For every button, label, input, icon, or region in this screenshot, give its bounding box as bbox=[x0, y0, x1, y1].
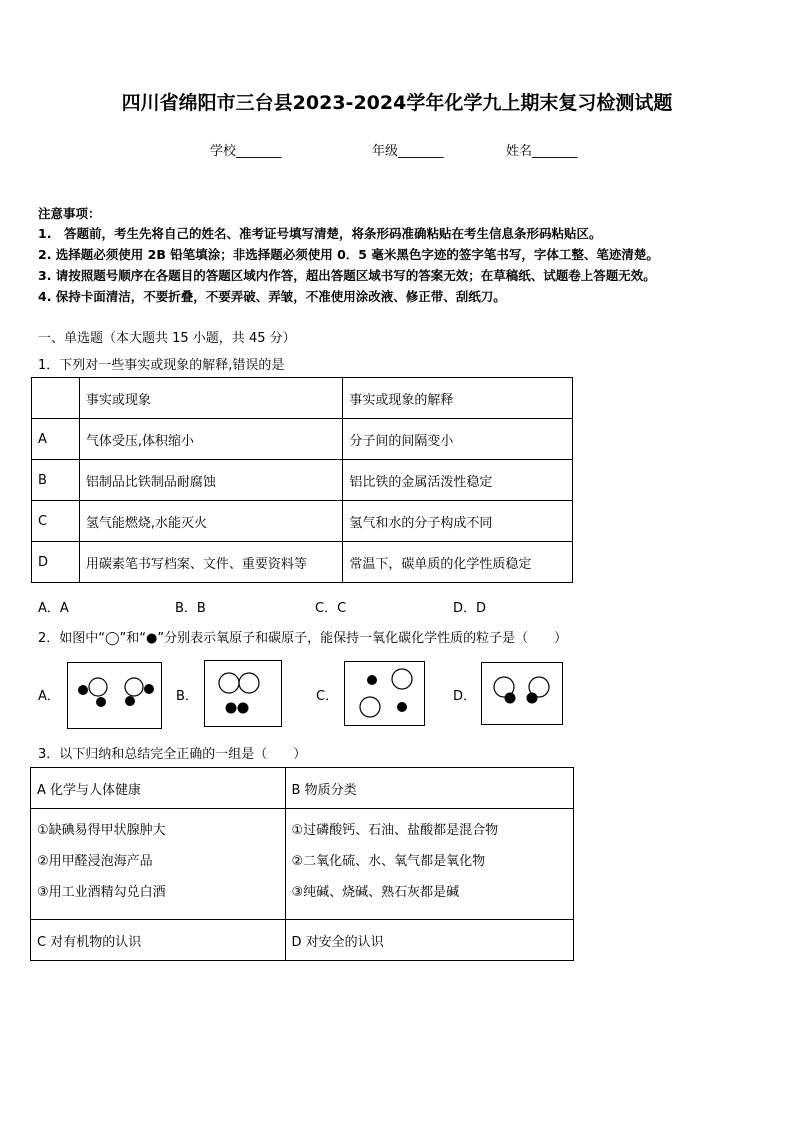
table-cell: 用碳素笔书写档案、文件、重要资料等 bbox=[79, 542, 342, 583]
q1-option-d[interactable]: D．D bbox=[453, 601, 487, 616]
q2-option-c-label[interactable]: C． bbox=[316, 689, 339, 704]
note-item: 2. 选择题必须使用 2B 铅笔填涂；非选择题必须使用 0．5 毫米黑色字迹的签字笔书写，字体工整、笔迹清楚。 bbox=[38, 247, 659, 262]
question-2-stem: 2．如图中“◯”和“●”分别表示氧原子和碳原子，能保持一氧化碳化学性质的粒子是（ ） bbox=[38, 631, 568, 646]
molecule-diagram-c bbox=[345, 662, 424, 725]
section-heading: 一、单选题（本大题共 15 小题，共 45 分） bbox=[38, 331, 296, 346]
name-field: 姓名_______ bbox=[506, 144, 578, 159]
list-item: ③纯碱、烧碱、熟石灰都是碱 bbox=[291, 885, 460, 900]
table-cell: 氢气能燃烧,水能灭火 bbox=[79, 501, 342, 542]
molecule-diagram-b bbox=[205, 661, 281, 726]
table-row bbox=[32, 460, 573, 501]
table-cell: A bbox=[32, 419, 80, 460]
table-row bbox=[31, 768, 574, 809]
option-a-items bbox=[31, 809, 286, 920]
note-item: 4. 保持卡面清洁，不要折叠，不要弄破、弄皱，不准使用涂改液、修正带、刮纸刀。 bbox=[38, 289, 506, 304]
table-row bbox=[32, 542, 573, 583]
question-1-stem: 1．下列对一些事实或现象的解释,错误的是 bbox=[38, 358, 285, 373]
q2-option-b-label[interactable]: B． bbox=[176, 689, 198, 704]
school-field: 学校_______ bbox=[210, 144, 282, 159]
table-cell: C bbox=[32, 501, 80, 542]
table-cell: D bbox=[32, 542, 80, 583]
table-row bbox=[32, 419, 573, 460]
list-item: ②用甲醛浸泡海产品 bbox=[37, 854, 153, 869]
q2-option-a-label[interactable]: A． bbox=[38, 689, 60, 704]
page-title: 四川省绵阳市三台县2023-2024学年化学九上期末复习检测试题 bbox=[121, 92, 673, 114]
note-item: 3. 请按照题号顺序在各题目的答题区域内作答，超出答题区域书写的答案无效；在草稿纸、试题卷上答题无效。 bbox=[38, 268, 656, 283]
q2-option-d-label[interactable]: D． bbox=[453, 689, 477, 704]
option-c-heading: C 对有机物的认识 bbox=[31, 920, 286, 961]
molecule-diagram-a bbox=[68, 663, 161, 728]
table-cell: 铝制品比铁制品耐腐蚀 bbox=[79, 460, 342, 501]
table-cell: 常温下，碳单质的化学性质稳定 bbox=[343, 542, 573, 583]
q1-option-c[interactable]: C．C bbox=[315, 601, 347, 616]
table-row bbox=[32, 378, 573, 419]
q2-option-b-diagram[interactable] bbox=[204, 660, 282, 727]
option-b-items bbox=[285, 809, 573, 920]
list-item: ①过磷酸钙、石油、盐酸都是混合物 bbox=[291, 823, 499, 838]
table-cell: 分子间的间隔变小 bbox=[343, 419, 573, 460]
table-cell: 铝比铁的金属活泼性稳定 bbox=[343, 460, 573, 501]
option-b-heading: B 物质分类 bbox=[285, 768, 573, 809]
table-cell: B bbox=[32, 460, 80, 501]
q1-option-b[interactable]: B．B bbox=[175, 601, 206, 616]
option-a-heading: A 化学与人体健康 bbox=[31, 768, 286, 809]
list-item: ③用工业酒精勾兑白酒 bbox=[37, 885, 166, 900]
table-row bbox=[31, 920, 574, 961]
question-3-table bbox=[30, 767, 574, 961]
table-cell: 氢气和水的分子构成不同 bbox=[343, 501, 573, 542]
molecule-diagram-d bbox=[482, 663, 562, 724]
q2-option-c-diagram[interactable] bbox=[344, 661, 425, 726]
table-row bbox=[31, 809, 574, 920]
q2-option-d-diagram[interactable] bbox=[481, 662, 563, 725]
q2-option-a-diagram[interactable] bbox=[67, 662, 162, 729]
note-item: 1. 答题前，考生先将自己的姓名、准考证号填写清楚，将条形码准确粘贴在考生信息条形码粘贴区。 bbox=[38, 226, 602, 241]
list-item: ②二氧化硫、水、氧气都是氧化物 bbox=[291, 854, 486, 869]
table-cell: 事实或现象的解释 bbox=[343, 378, 573, 419]
option-d-heading: D 对安全的认识 bbox=[285, 920, 573, 961]
table-row bbox=[32, 501, 573, 542]
notes-heading: 注意事项： bbox=[38, 206, 101, 221]
table-cell: 事实或现象 bbox=[79, 378, 342, 419]
question-1-table bbox=[31, 377, 573, 583]
q1-option-a[interactable]: A．A bbox=[38, 601, 69, 616]
grade-field: 年级_______ bbox=[372, 144, 444, 159]
question-3-stem: 3．以下归纳和总结完全正确的一组是（ ） bbox=[38, 747, 307, 762]
table-cell bbox=[32, 378, 80, 419]
table-cell: 气体受压,体积缩小 bbox=[79, 419, 342, 460]
list-item: ①缺碘易得甲状腺肿大 bbox=[37, 823, 166, 838]
